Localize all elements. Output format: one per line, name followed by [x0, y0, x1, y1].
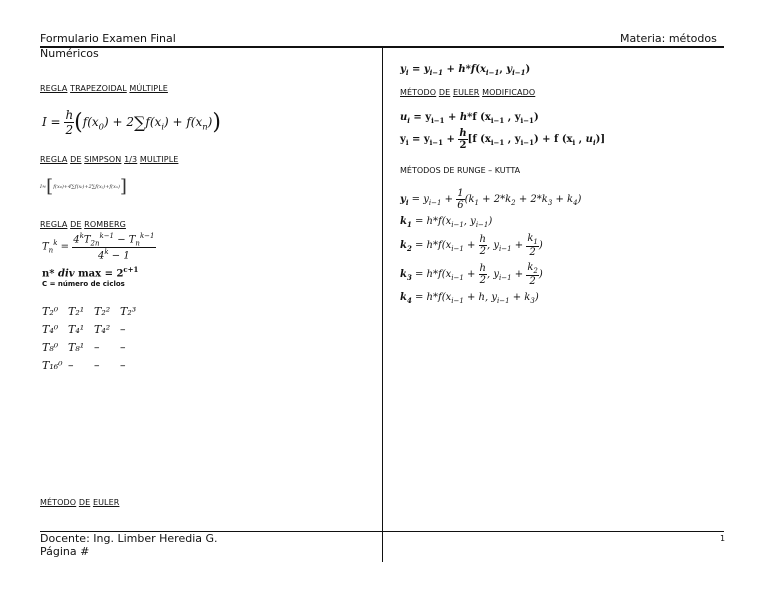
formula-euler-mod-corrector: $y_i = y_{i-1}$ + $\frac{h}{2}$ [f ($x_{i-1}$ , $y_{i-1}) + f$ ($x_i$ , $u_i$)] [400, 128, 606, 151]
title-word: 1/3 [124, 155, 138, 164]
table-cell: T₄¹ [68, 323, 85, 336]
cycles-note: C = número de ciclos [42, 280, 125, 288]
table-cell: – [120, 341, 126, 354]
column-divider [382, 48, 383, 562]
table-cell: – [120, 359, 126, 372]
table-cell: T₂³ [120, 305, 137, 318]
title-word: SIMPSON [84, 155, 122, 164]
table-cell: T₄² [94, 323, 111, 336]
title-word: MULTIPLE [139, 155, 179, 164]
formula-rk-k4: $k_4 = h*f(x_{i-1} + h$, $y_{i-1} + k_3$) [400, 292, 539, 305]
title-word: MÉTODO [40, 498, 77, 507]
header-title: Formulario Examen Final [40, 32, 176, 45]
section-title-trapezoidal [40, 84, 168, 93]
table-cell: T₄⁰ [42, 323, 59, 336]
title-word: REGLA [40, 84, 68, 93]
title-word: DE [78, 498, 91, 507]
table-cell: – [120, 323, 126, 336]
table-cell: T₂⁰ [42, 305, 59, 318]
table-cell: T₂¹ [68, 305, 85, 318]
title-word: REGLA [40, 220, 68, 229]
table-cell: T₈⁰ [42, 341, 59, 354]
footer-page-label: Página # [40, 545, 90, 558]
footer-teacher: Docente: Ing. Limber Heredia G. [40, 532, 218, 545]
formula-trapezoidal: I = $\frac{h}{2}$ $(f(x_0) + 2\sum f(x_i) + f(x_n))$ [42, 108, 221, 137]
table-cell: – [94, 341, 100, 354]
formula-rk-yi: $y_i = y_{i-1}$ + $\frac{1}{6}$ $(k_1 + 2*k_2 + 2*k_3 + k_4)$ [400, 188, 582, 211]
table-row [42, 303, 146, 321]
footer-page-number: 1 [720, 534, 726, 543]
title-word: MÉTODO [400, 88, 437, 97]
section-title-euler [40, 498, 119, 507]
table-cell: T₁₆⁰ [42, 359, 63, 372]
romberg-table [42, 303, 146, 375]
table-cell: T₂² [94, 305, 111, 318]
title-word: EULER [452, 88, 480, 97]
title-word: ROMBERG [84, 220, 126, 229]
formula-rk-k1: $k_1 = h*f(x_{i-1}$, $y_{i-1}$) [400, 216, 493, 229]
section-title-runge-kutta: MÉTODOS DE RUNGE – KUTTA [400, 166, 521, 175]
table-cell: T₈¹ [68, 341, 85, 354]
title-word: MODIFICADO [482, 88, 536, 97]
table-cell: – [94, 359, 100, 372]
title-word: DE [438, 88, 451, 97]
title-word: REGLA [40, 155, 68, 164]
formula-euler: $y_i = y_{i-1} + h*f(x_{i-1}$, $y_{i-1}$) [400, 64, 531, 77]
table-row [42, 339, 146, 357]
section-title-euler-modified [400, 88, 535, 97]
formula-simpson: I≈[f(x₀)+4∑f(xᵢ)+2∑f(xⱼ)+f(xₙ)] [40, 176, 127, 197]
title-word: TRAPEZOIDAL [70, 84, 127, 93]
header-subject: Materia: métodos [620, 32, 717, 45]
title-word: DE [70, 220, 82, 229]
section-title-romberg [40, 220, 126, 229]
title-word: DE [70, 155, 82, 164]
table-row [42, 357, 146, 375]
formula-euler-mod-predictor: $u_i = y_{i-1} + h*f$ ($x_{i-1}$ , $y_{i-1}$) [400, 112, 539, 125]
formula-romberg: $T_n^k$ = $\frac{4^kT_{2n}^{k-1} - T_n^{k-1}}{4^k - 1}$ [42, 232, 155, 262]
title-word: MÚLTIPLE [129, 84, 168, 93]
formula-rk-k3: $k_3 = h*f(x_{i-1}$ + $\frac{h}{2}$ , $y_{i-1}$ + $\frac{k_2}{2}$ ) [400, 262, 543, 287]
table-cell: – [68, 359, 74, 372]
table-row [42, 321, 146, 339]
title-word: EULER [92, 498, 120, 507]
header-subtitle: Numéricos [40, 47, 99, 60]
formula-max-div: n* div $\max = 2^{c+1}$ [42, 265, 139, 280]
formula-rk-k2: $k_2 = h*f(x_{i-1}$ + $\frac{h}{2}$ , $y_{i-1}$ + $\frac{k_1}{2}$ ) [400, 233, 543, 258]
section-title-simpson [40, 155, 178, 164]
